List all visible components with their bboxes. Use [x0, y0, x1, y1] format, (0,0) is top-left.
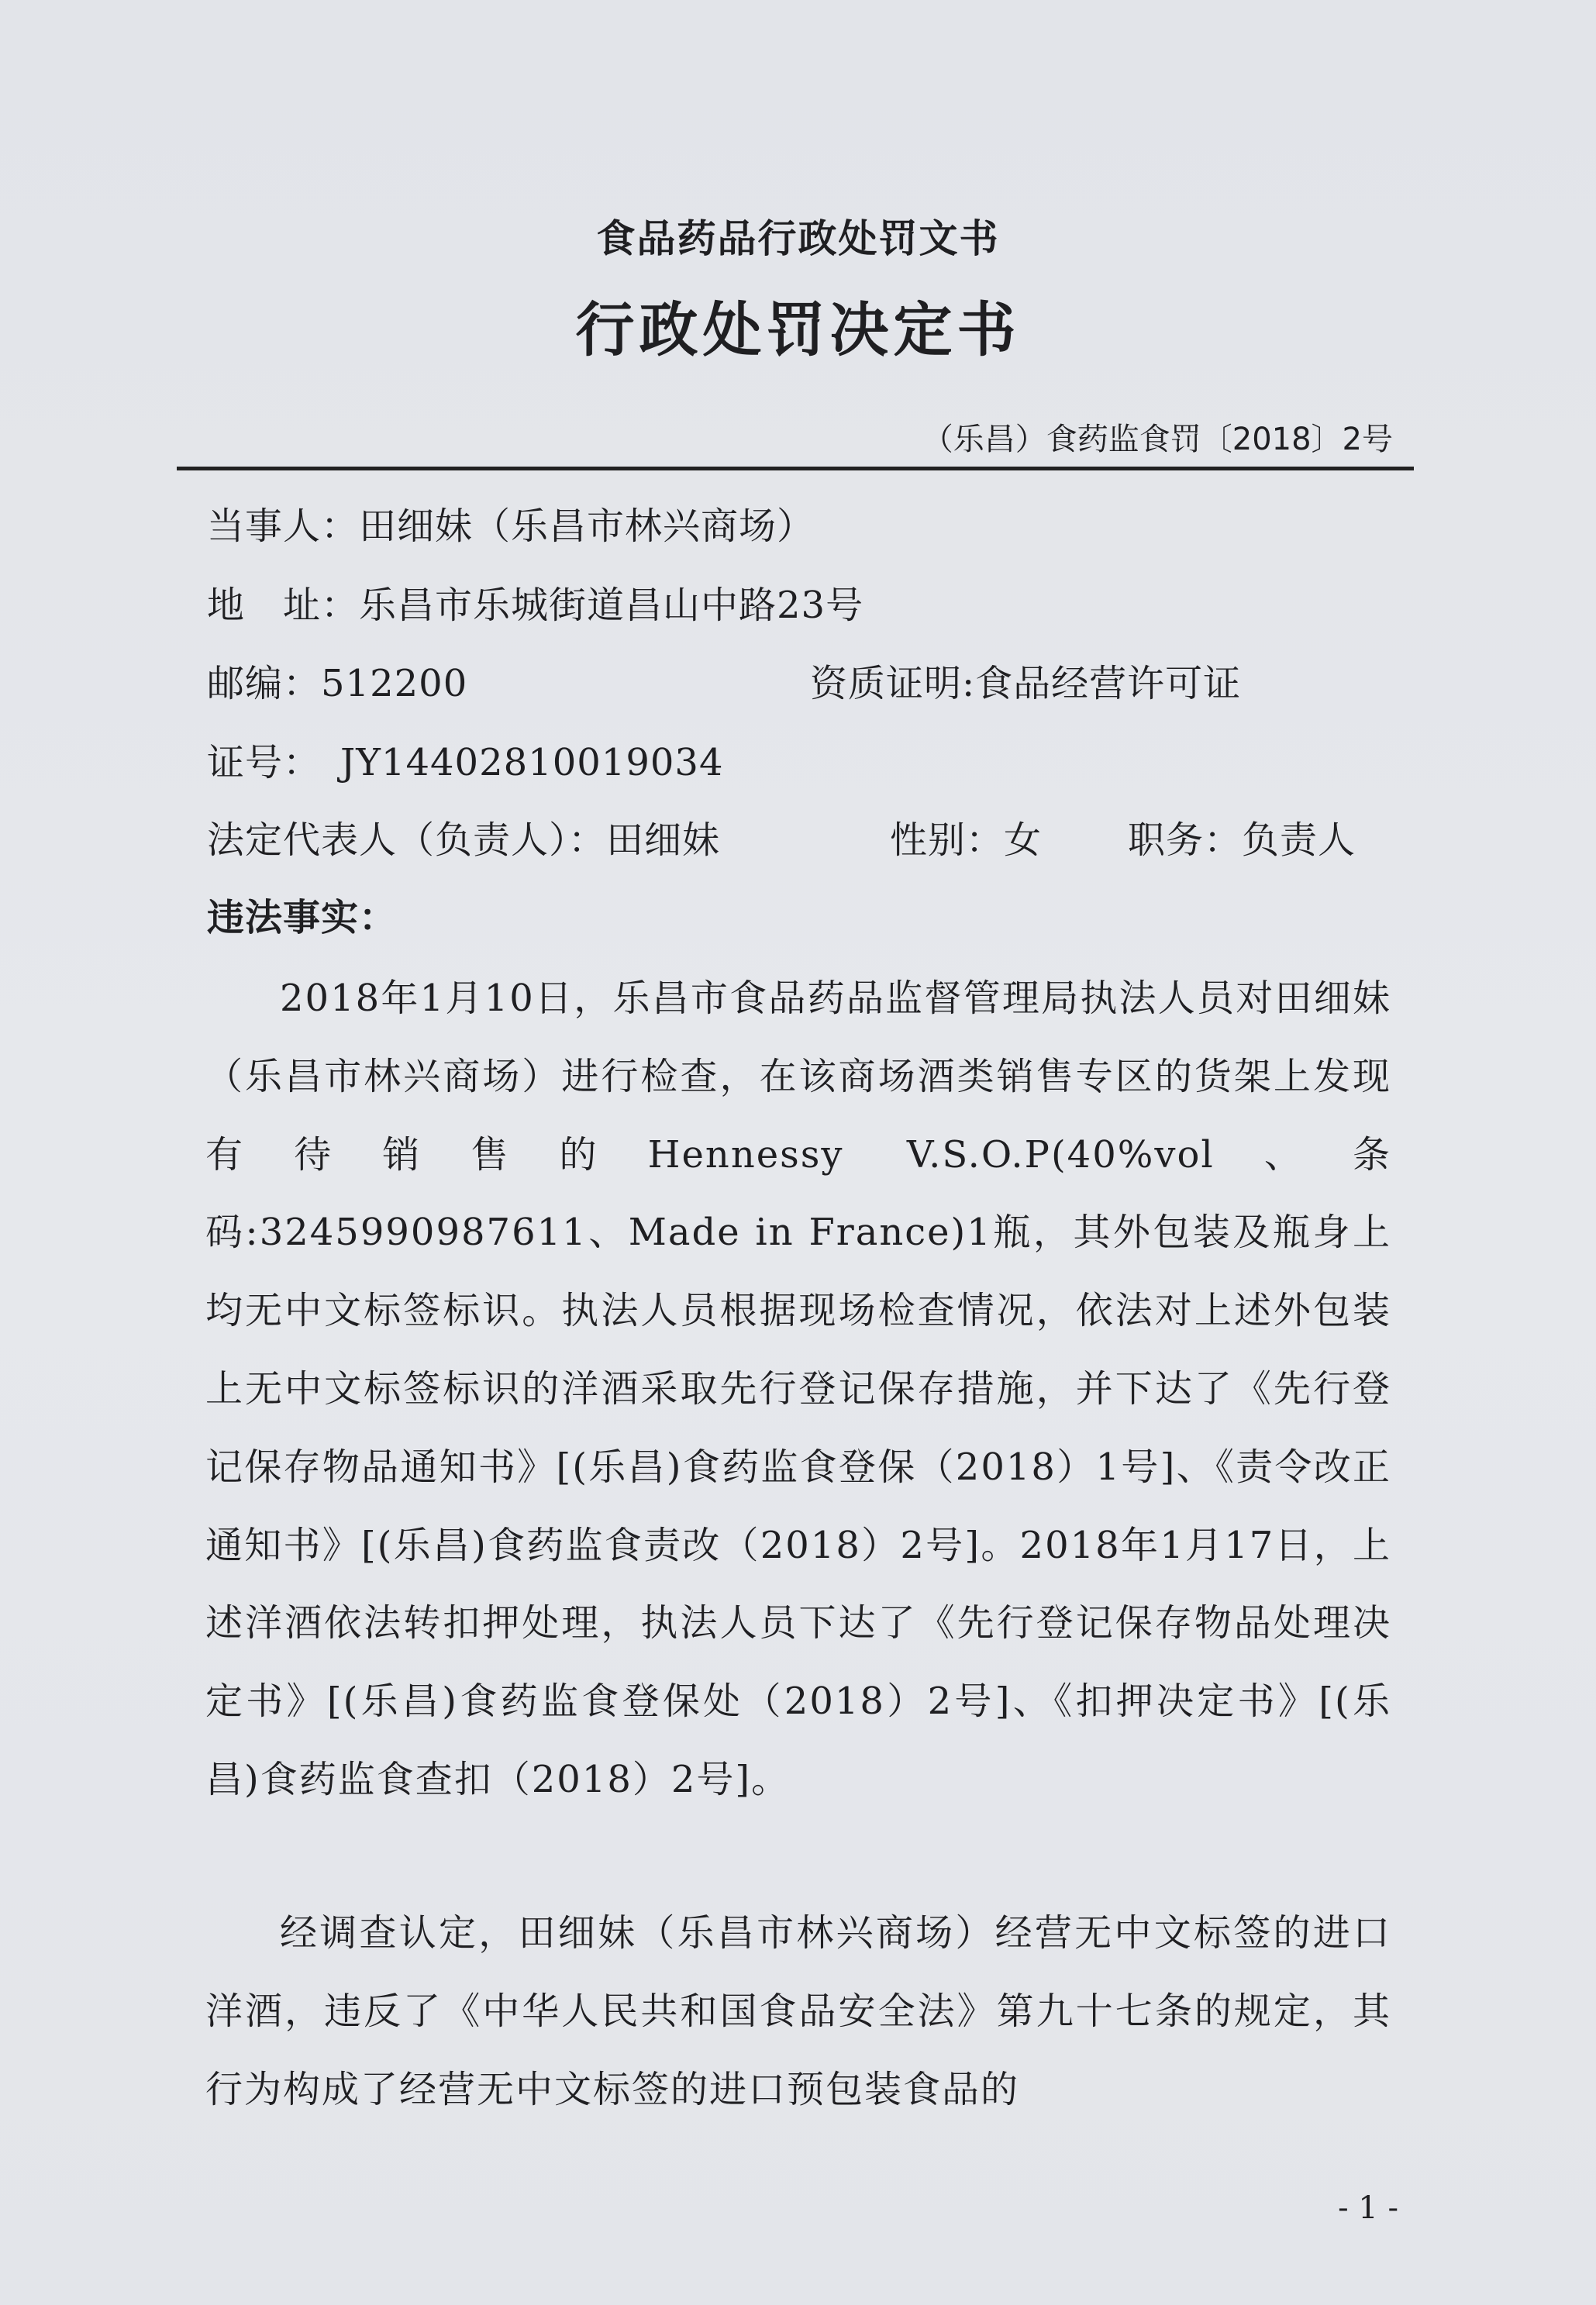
gender-field: 性别：女: [890, 818, 1043, 862]
section-heading: 违法事实：: [207, 896, 398, 939]
header-divider: [177, 467, 1414, 470]
page-number: - 1 -: [1338, 2190, 1398, 2226]
legal-rep-field: 法定代表人（负责人）：田细妹: [207, 818, 721, 862]
position-field: 职务：负责人: [1128, 818, 1356, 862]
document-number: （乐昌）食药监食罚〔2018〕2号: [922, 422, 1393, 457]
finding-paragraph: 经调查认定，田细妹（乐昌市林兴商场）经营无中文标签的进口洋酒，违反了《中华人民共和国食品安全法》第九十七条的规定，其行为构成了经营无中文标签的进口预包装食品的: [205, 1911, 1391, 2111]
document-title: 行政处罚决定书: [575, 295, 1021, 364]
party-field: 当事人：田细妹（乐昌市林兴商场）: [207, 505, 815, 548]
document-subtitle: 食品药品行政处罚文书: [596, 216, 1000, 261]
qualification-field: 资质证明:食品经营许可证: [810, 662, 1242, 705]
cert-number-field: 证号： JY14402810019034: [207, 741, 724, 784]
facts-paragraph: 2018年1月10日，乐昌市食品药品监督管理局执法人员对田细妹（乐昌市林兴商场）进行检查，在该商场酒类销售专区的货架上发现有待销售的Hennessy V.S.O.P(40%vol、条码:3245990987611、Made in France)1瓶，其外包装及瓶身上均无中文标签标识。执法人员根据现场检查情况，依法对上述外包装上无中文标签标识的洋酒采取先行登记保存措施，并下达了《先行登记保存物品通知书》[(乐昌)食药监食登保（2018）1号]、《责令改正通知书》[(乐昌)食药监食责改（2018）2号]。2018年1月17日，上述洋酒依法转扣押处理，执法人员下达了《先行登记保存物品处理决定书》[(乐昌)食药监食登保处（2018）2号]、《扣押决定书》[(乐昌)食药监食查扣（2018）2号]。: [205, 977, 1391, 1801]
postcode-field: 邮编：512200: [207, 662, 468, 705]
address-field: 地 址：乐昌市乐城街道昌山中路23号: [207, 584, 864, 627]
